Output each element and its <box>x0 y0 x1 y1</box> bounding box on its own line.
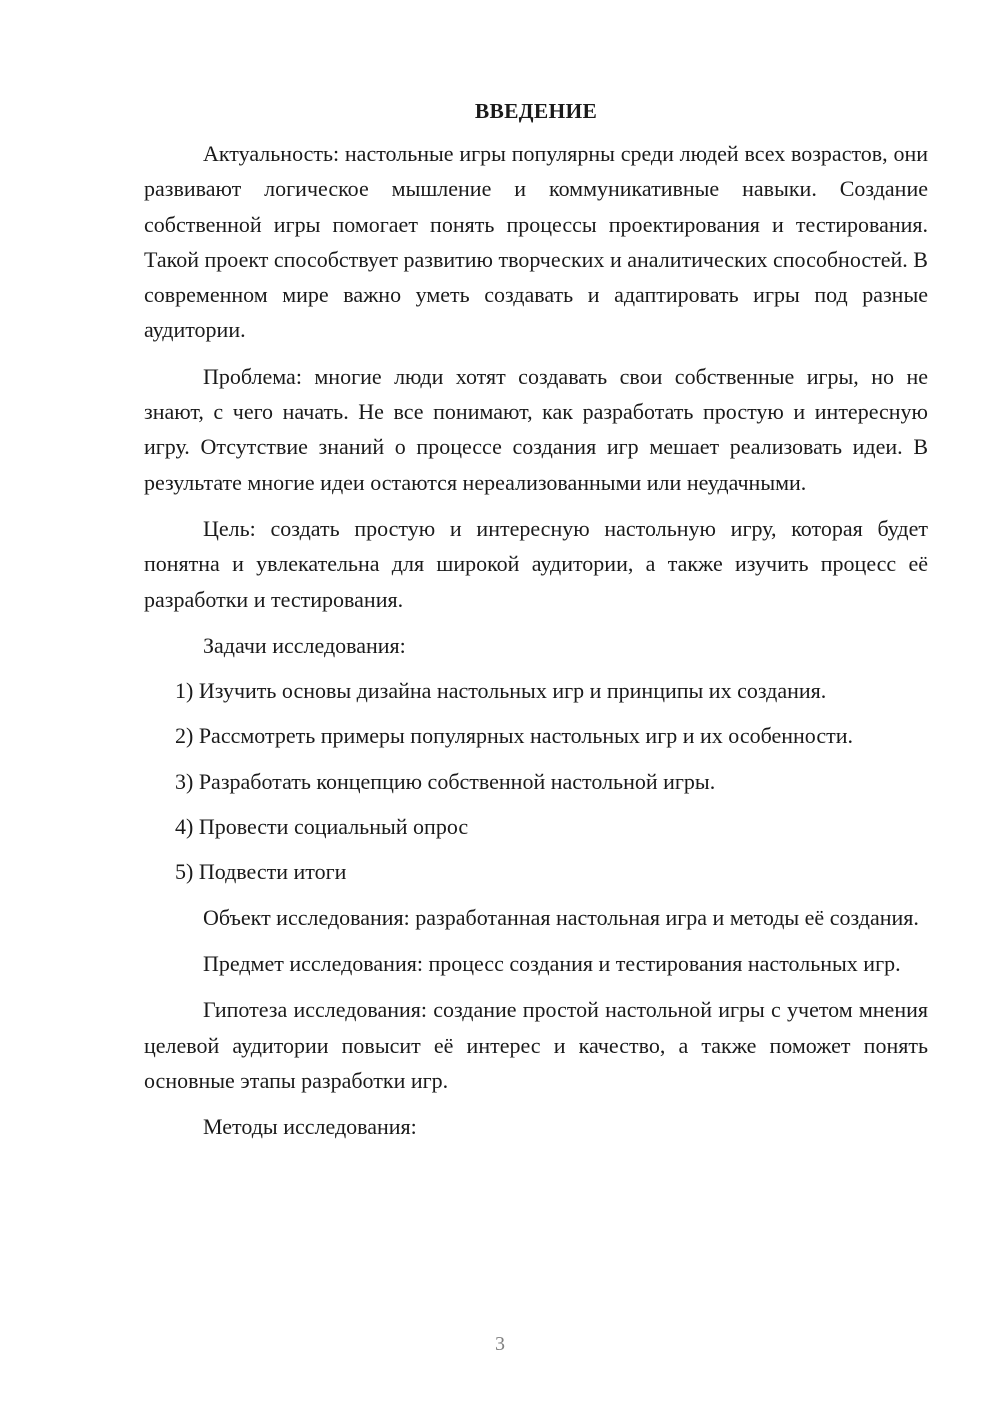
paragraph-hypothesis: Гипотеза исследования: создание простой настольной игры с учетом мнения целевой аудитории повысит её интерес и качество, а также поможет понять основные этапы разработки игр. <box>144 997 928 1093</box>
list-item: 5) Подвести итоги <box>175 859 347 885</box>
list-item: 4) Провести социальный опрос <box>175 814 469 840</box>
paragraph-object: Объект исследования: разработанная настольная игра и методы её создания. <box>203 904 919 930</box>
tasks-list <box>144 673 928 889</box>
tasks-heading: Задачи исследования: <box>203 632 406 658</box>
page-title: ВВЕДЕНИЕ <box>474 99 598 123</box>
page-number: 3 <box>495 1333 505 1355</box>
paragraph-relevance: Актуальность: настольные игры популярны среди людей всех возрастов, они развивают логическое мышление и коммуникативные навыки. Создание собственной игры помогает понять процессы проектирования и тестирования. Такой проект способствует развитию творческих и аналитических способностей. В современном мире важно уметь создавать и адаптировать игры под разные аудитории. <box>144 141 928 343</box>
paragraph-goal: Цель: создать простую и интересную настольную игру, которая будет понятна и увлекательна для широкой аудитории, а также изучить процесс её разработки и тестирования. <box>144 515 928 612</box>
paragraph-subject: Предмет исследования: процесс создания и тестирования настольных игр. <box>203 950 901 976</box>
methods-heading: Методы исследования: <box>203 1114 417 1140</box>
list-item: 2) Рассмотреть примеры популярных настольных игр и их особенности. <box>175 723 854 749</box>
list-item: 1) Изучить основы дизайна настольных игр и принципы их создания. <box>175 678 827 704</box>
document-page <box>144 96 928 1154</box>
paragraph-problem: Проблема: многие люди хотят создавать свои собственные игры, но не знают, с чего начать. Не все понимают, как разработать простую и интересную игру. Отсутствие знаний о процессе создания игр мешает реализовать идеи. В результате многие идеи остаются нереализованными или неудачными. <box>144 363 928 495</box>
list-item: 3) Разработать концепцию собственной настольной игры. <box>175 768 716 794</box>
